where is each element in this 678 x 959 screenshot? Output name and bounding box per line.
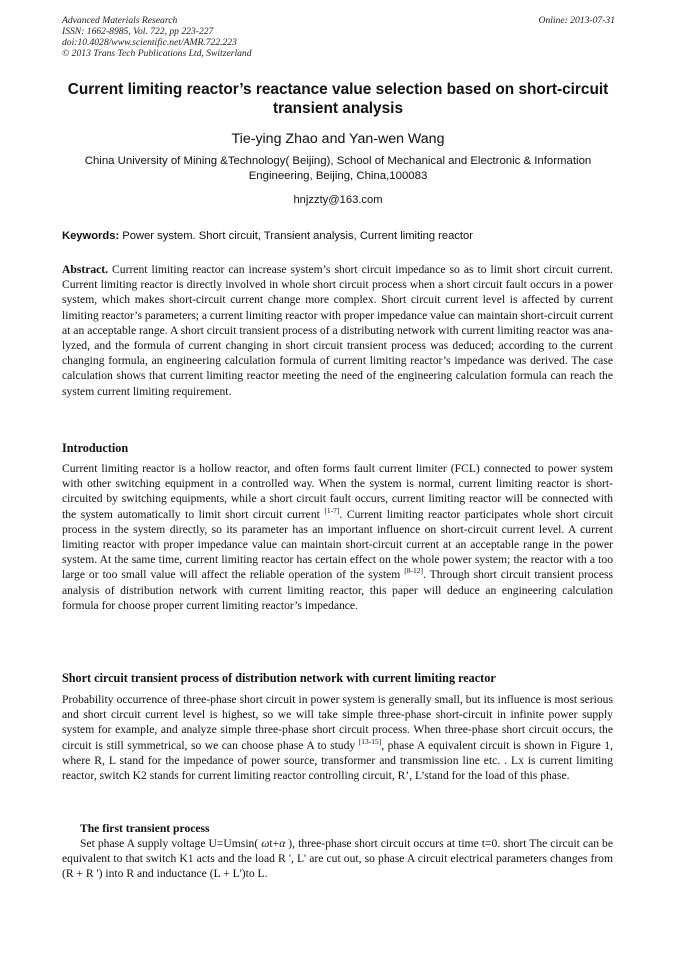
subsection-text-2: t+ xyxy=(269,837,280,850)
omega-symbol: ω xyxy=(261,837,270,850)
section-paragraph xyxy=(62,692,613,783)
author-affiliation: China University of Mining &Technology( Beijing), School of Mechanical and Electronic & Information Engineering, Beijing, China,100083 xyxy=(84,155,592,182)
journal-header xyxy=(62,15,252,59)
online-date: Online: 2013-07-31 xyxy=(538,15,615,26)
intro-text-2: . Current limiting reactor participates whole short circuit process in the system directly, so its parameter has an important influence on short-circuit current level. A current limiting reactor with proper impedance value can maintain short-circuit current at an acceptable range in the power system. At the same time, current limiting reactor has certain effect on the whole power system; the reactor with a too large or too small value will affect the reliable operation of the system xyxy=(62,507,613,582)
keywords-text: Power system. Short circuit, Transient analysis, Current limiting reactor xyxy=(119,230,473,242)
intro-citation-2: [8-12] xyxy=(404,566,424,576)
introduction-heading: Introduction xyxy=(62,441,129,455)
abstract-label: Abstract. xyxy=(62,263,109,276)
intro-text-3: . Through short circuit transient process analysis of distribution network with current limiting reactor, this paper will deduce an engineering calculation formula for choose proper current limiting reactor’s impedance. xyxy=(62,568,613,612)
keywords-label: Keywords: xyxy=(62,230,120,242)
section-text-2: , phase A equivalent circuit is shown in Figure 1, where R, L stand for the impedance of power source, transformer and transmission line etc. . Lx is current limiting reactor, switch K2 stands for current limiting reactor controlling circuit, R’, L’stand for the load of this phase. xyxy=(62,738,613,783)
intro-citation-1: [1-7] xyxy=(324,505,340,515)
paper-authors: Tie-ying Zhao and Yan-wen Wang xyxy=(231,131,445,147)
keywords xyxy=(62,229,614,243)
issn-line: ISSN: 1662-8985, Vol. 722, pp 223-227 xyxy=(62,26,214,37)
doi-line: doi:10.4028/www.scientific.net/AMR.722.223 xyxy=(62,37,237,48)
section-text-1: Probability occurrence of three-phase short circuit in power system is generally small, but its influence is most serious and short circuit current level is highest, so we will take simple three-phase short-circuit in infinite power supply system for example, and analyze simple three-phase short circuit process. When three-phase short circuit occurs, the circuit is still symmetrical, so we can choose phase A to study xyxy=(62,693,613,752)
journal-name: Advanced Materials Research xyxy=(62,15,178,26)
subsection-text-3: ), three-phase short circuit occurs at time t=0. short The circuit can be equivalent to that switch K1 acts and the load R ', L' are cut out, so phase A circuit electrical parameters changes from (R + R ') into R and inductance (L + L')to L. xyxy=(62,837,613,881)
section-citation: [13-15] xyxy=(358,736,382,746)
subsection-text-1: Set phase A supply voltage U=Umsin( xyxy=(80,837,262,850)
copyright-line: © 2013 Trans Tech Publications Ltd, Switzerland xyxy=(62,48,252,59)
section-heading: Short circuit transient process of distribution network with current limiting reactor xyxy=(62,671,496,685)
author-email: hnjzzty@163.com xyxy=(293,194,383,206)
paper-title: Current limiting reactor’s reactance value selection based on short-circuit transient analysis xyxy=(67,81,609,117)
alpha-symbol: α xyxy=(279,837,286,850)
abstract xyxy=(62,262,613,399)
intro-text-1: Current limiting reactor is a hollow reactor, and often forms fault current limiter (FCL) connected to power system with other switching equipment in a controlled way. When the system is normal, current limiting reactor is short-circuited by switching equipments, while a short circuit fault occurs, current limiting reactor will be connected with the system automatically to limit short circuit current xyxy=(62,462,613,521)
subsection-paragraph xyxy=(62,836,613,882)
abstract-text: Current limiting reactor can increase system’s short circuit impedance so as to limit short circuit current. Current limiting reactor is directly involved in whole short circuit process when a short circuit fault occurs in a power system, which makes short-circuit current change more complex. Short circuit current level is affected by current limiting reactor’s parameters; a current limiting reactor with proper impedance value can maintain short-circuit current at an acceptable range. A short circuit transient process of a distributing network with current limiting reactor was analyzed, and the formula of current changing in short circuit transient process was deduced; according to the current changing formula, an engineering calculation formula of current limiting reactor’s impedance was derived. The case calculation shows that current limiting reactor meeting the need of the engineering calculation formula can reach the system current limiting requirement. xyxy=(62,263,613,398)
introduction-paragraph xyxy=(62,461,613,613)
subsection-heading: The first transient process xyxy=(80,822,210,835)
